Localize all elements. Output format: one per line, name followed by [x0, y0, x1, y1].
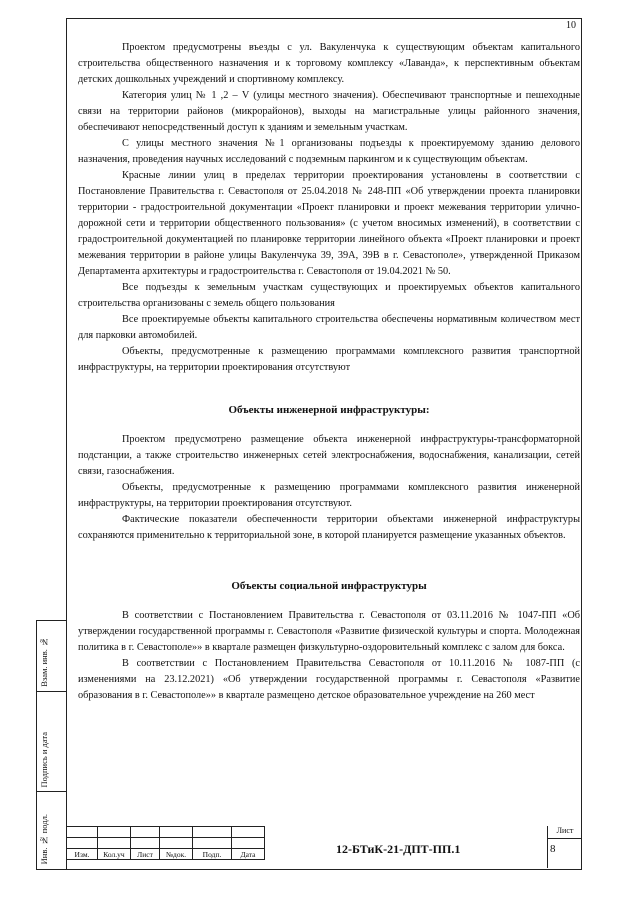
stamp-col-label: Изм. [67, 849, 98, 860]
stamp-col-label: №док. [160, 849, 193, 860]
paragraph: С улицы местного значения №1 организованы подъезды к проектируемому зданию делового назначения, проведения научных исследований с подземным паркингом и к существующим объектам. [78, 138, 580, 165]
stamp-col-label: Дата [232, 849, 265, 860]
side-cell [37, 621, 67, 692]
page-number-top: 10 [566, 20, 576, 31]
title-block-grid [66, 826, 265, 860]
paragraph: В соответствии с Постановлением Правительства г. Севастополя от 03.11.2016 № 1047-ПП «Об утверждении государственной программы г. Севастополя «Развитие физической культуры и спорта. Молодежная политика в г. Севастополе»» в квартале размещен физкультурно-оздоровительный комплекс с залом для бокса. [78, 610, 580, 653]
paragraph: Объекты, предусмотренные к размещению программами комплексного развития транспортной инфраструктуры, на территории проектирования отсутствуют [78, 346, 580, 373]
stamp-col-label: Подп. [193, 849, 232, 860]
sheet-label: Лист [548, 826, 582, 839]
document-body [78, 40, 580, 704]
stamp-col-label: Кол.уч [98, 849, 131, 860]
side-label: Инв. № подл. [39, 813, 49, 864]
paragraph: Проектом предусмотрены въезды с ул. Вакуленчука к существующим объектам капитального строительства общественного назначения и к торговому комплексу «Лаванда», к перспективным объектам детских дошкольных учреждений и спортивному комплексу. [78, 42, 580, 85]
title-block [66, 826, 582, 868]
side-cell [37, 791, 67, 868]
document-code: 12-БТиК-21-ДПТ-ПП.1 [336, 842, 461, 856]
paragraph: Объекты, предусмотренные к размещению программами комплексного развития инженерной инфраструктуры, на территории проектирования отсутствуют. [78, 482, 580, 509]
sheet-number: 8 [550, 843, 556, 855]
side-label: Подпись и дата [39, 731, 49, 787]
section-heading-social: Объекты социальной инфраструктуры [231, 580, 427, 592]
paragraph: Категория улиц № 1 ,2 – V (улицы местного значения). Обеспечивают транспортные и пешеходные связи на территории районов (микрорайонов), выходы на магистральные улицы районного значения, обеспечивают непосредственный доступ к зданиям и земельным участкам. [78, 90, 580, 133]
paragraph: В соответствии с Постановлением Правительства Севастополя от 10.11.2016 № 1087-ПП (с изменениями на 23.12.2021) «Об утверждении государственной программы г. Севастополя «Развитие образования в г. Севастополе»» в квартале размещено детское образовательное учреждение на 260 мест [78, 658, 580, 701]
side-label: Взам. инв. № [39, 637, 49, 687]
paragraph: Все подъезды к земельным участкам существующих и проектируемых объектов капитального строительства организованы с земель общего пользования [78, 282, 580, 309]
section-heading-engineering: Объекты инженерной инфраструктуры: [228, 404, 430, 416]
paragraph: Проектом предусмотрено размещение объекта инженерной инфраструктуры-трансформаторной подстанции, а также строительство инженерных сетей электроснабжения, водоснабжения, канализации, сетей связи, газоснабжения. [78, 434, 580, 477]
paragraph: Фактические показатели обеспеченности территории объектами инженерной инфраструктуры сохраняются применительно к территориальной зоне, в которой планируется размещение указанных объектов. [78, 514, 580, 541]
side-stamp [36, 620, 67, 870]
stamp-col-label: Лист [131, 849, 160, 860]
paragraph: Красные линии улиц в пределах территории проектирования установлены в соответствии с Постановление Правительства г. Севастополя от 25.04.2018 № 248-ПП «Об утверждении проекта планировки территории - градостроительной документации «Проект планировки и проект межевания территории улично-дорожной сети и территории общественного пользования» (с учетом вносимых изменений), в соответствии с градостроительной документацией по планировке территории линейного объекта «Проект планировки и проект межевания территории в районе улицы Вакуленчука 39, 39А, 39В в г. Севастополе», утвержденной Приказом Департамента архитектуры и градостроительства г. Севастополя от 19.04.2021 № 50. [78, 170, 580, 277]
sheet-box [547, 826, 582, 868]
paragraph: Все проектируемые объекты капитального строительства обеспечены нормативным количеством мест для парковки автомобилей. [78, 314, 580, 341]
side-cell [37, 691, 67, 792]
